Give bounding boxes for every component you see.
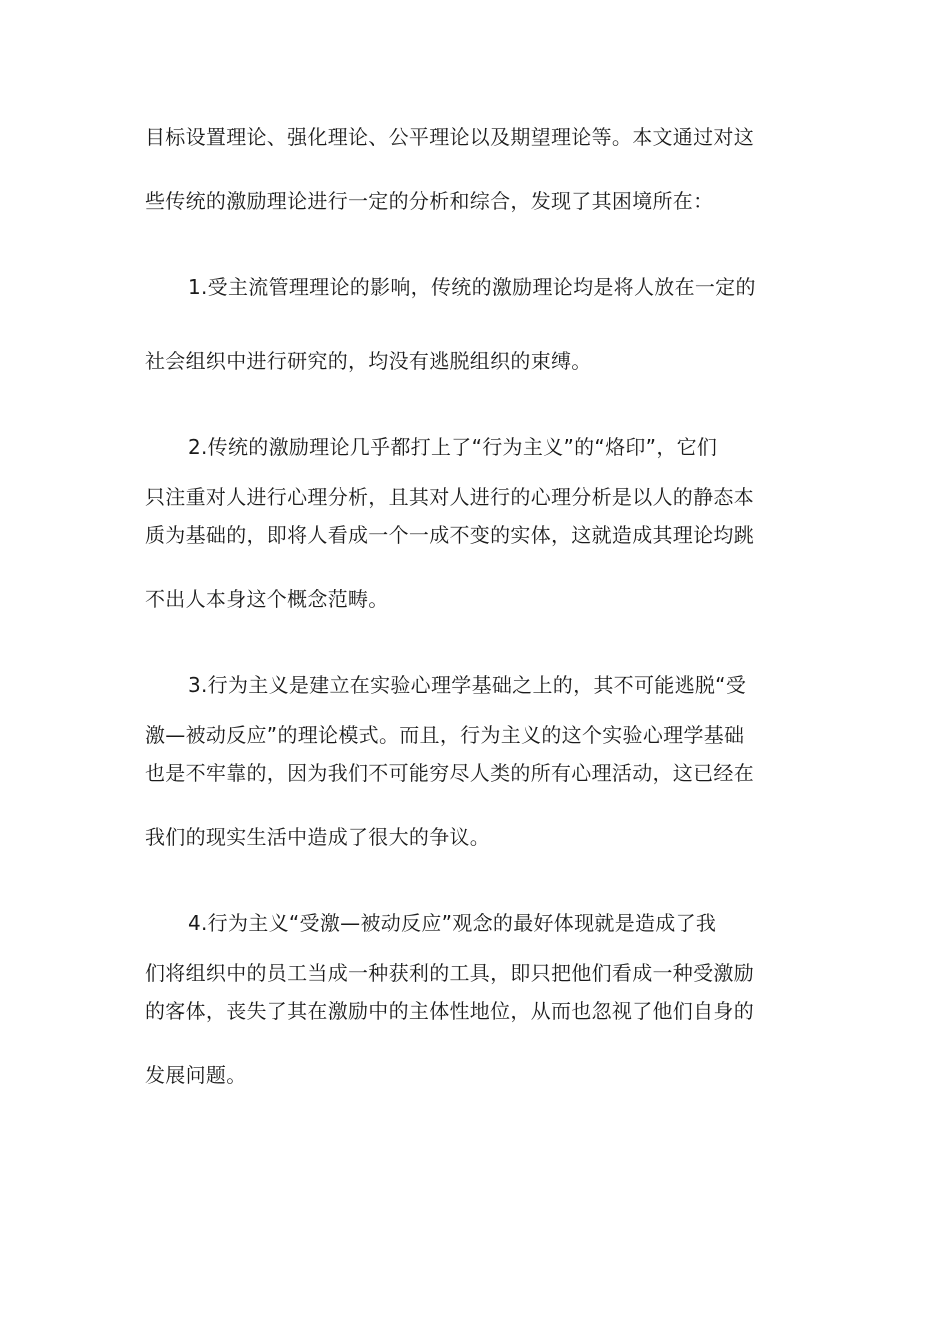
list-item-3-line: 3.行为主义是建立在实验心理学基础之上的，其不可能逃脱“受 xyxy=(188,673,747,697)
text-line: 发展问题。 xyxy=(145,1063,247,1087)
text-line: 质为基础的，即将人看成一个一成不变的实体，这就造成其理论均跳 xyxy=(145,523,754,547)
text-line: 社会组织中进行研究的，均没有逃脱组织的束缚。 xyxy=(145,349,592,373)
text-line: 些传统的激励理论进行一定的分析和综合，发现了其困境所在： xyxy=(145,189,714,213)
text-line: 的客体，丧失了其在激励中的主体性地位，从而也忽视了他们自身的 xyxy=(145,999,754,1023)
list-item-2-line: 2.传统的激励理论几乎都打上了“行为主义”的“烙印”，它们 xyxy=(188,435,718,459)
list-item-1-line: 1.受主流管理理论的影响，传统的激励理论均是将人放在一定的 xyxy=(188,275,756,299)
text-line: 只注重对人进行心理分析，且其对人进行的心理分析是以人的静态本 xyxy=(145,485,754,509)
text-line: 激—被动反应”的理论模式。而且，行为主义的这个实验心理学基础 xyxy=(145,723,745,747)
text-line: 目标设置理论、强化理论、公平理论以及期望理论等。本文通过对这 xyxy=(145,125,754,149)
text-line: 们将组织中的员工当成一种获利的工具，即只把他们看成一种受激励 xyxy=(145,961,754,985)
text-line: 不出人本身这个概念范畴。 xyxy=(145,587,389,611)
list-item-4-line: 4.行为主义“受激—被动反应”观念的最好体现就是造成了我 xyxy=(188,911,717,935)
text-line: 也是不牢靠的，因为我们不可能穷尽人类的所有心理活动，这已经在 xyxy=(145,761,754,785)
text-line: 我们的现实生活中造成了很大的争议。 xyxy=(145,825,491,849)
